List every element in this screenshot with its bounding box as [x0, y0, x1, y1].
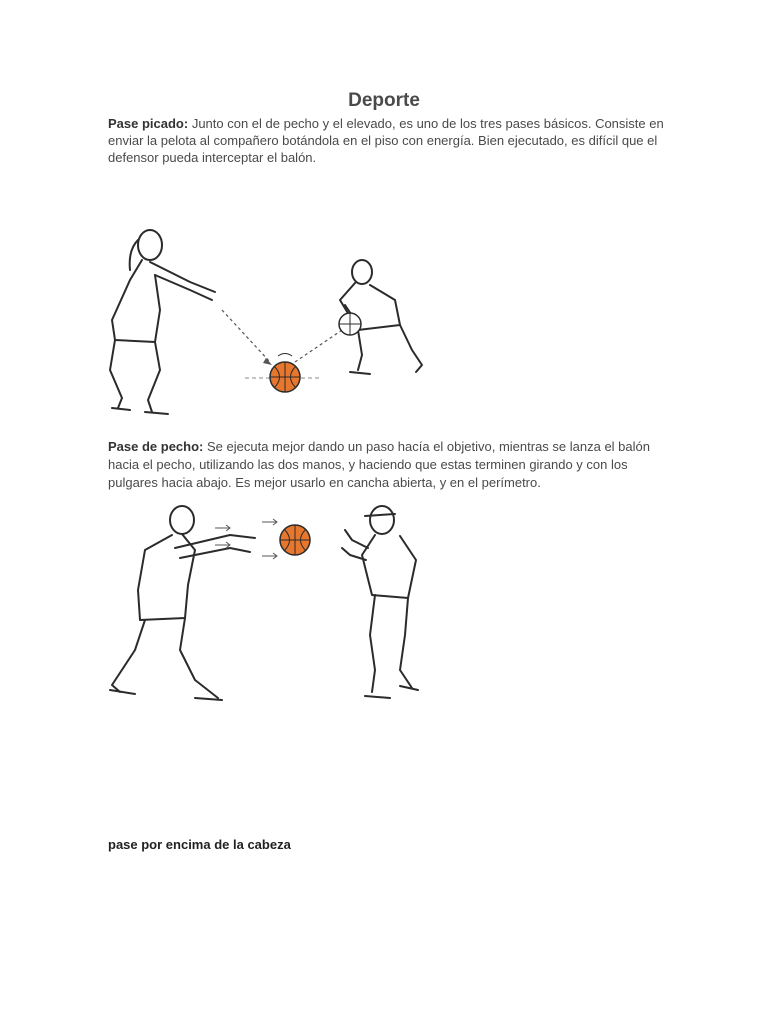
overhead-pass-heading: pase por encima de la cabeza	[108, 837, 291, 852]
chest-pass-paragraph	[108, 438, 668, 492]
bounce-pass-term: Pase picado:	[108, 116, 189, 131]
bounce-pass-paragraph	[108, 115, 668, 166]
basketball-icon	[270, 362, 300, 392]
page-title: Deporte	[348, 90, 420, 111]
chest-pass-illustration	[100, 500, 430, 710]
chest-pass-text: Se ejecuta mejor dando un paso hacía el objetivo, mientras se lanza el balón hacia el pecho, utilizando las dos manos, y haciendo que estas terminen girando y con los pulgares hacia abajo. Es mejor usarlo en cancha abierta, y en el perímetro.	[108, 439, 650, 490]
bounce-pass-text: Junto con el de pecho y el elevado, es uno de los tres pases básicos. Consiste en enviar la pelota al compañero botándola en el piso con energía. Bien ejecutado, es difícil que el defensor pueda interceptar el balón.	[108, 116, 664, 165]
basketball-icon-chest	[280, 525, 310, 555]
basketball-icon-receiver	[339, 313, 361, 335]
chest-pass-term: Pase de pecho:	[108, 439, 204, 454]
bounce-pass-illustration	[100, 220, 440, 425]
